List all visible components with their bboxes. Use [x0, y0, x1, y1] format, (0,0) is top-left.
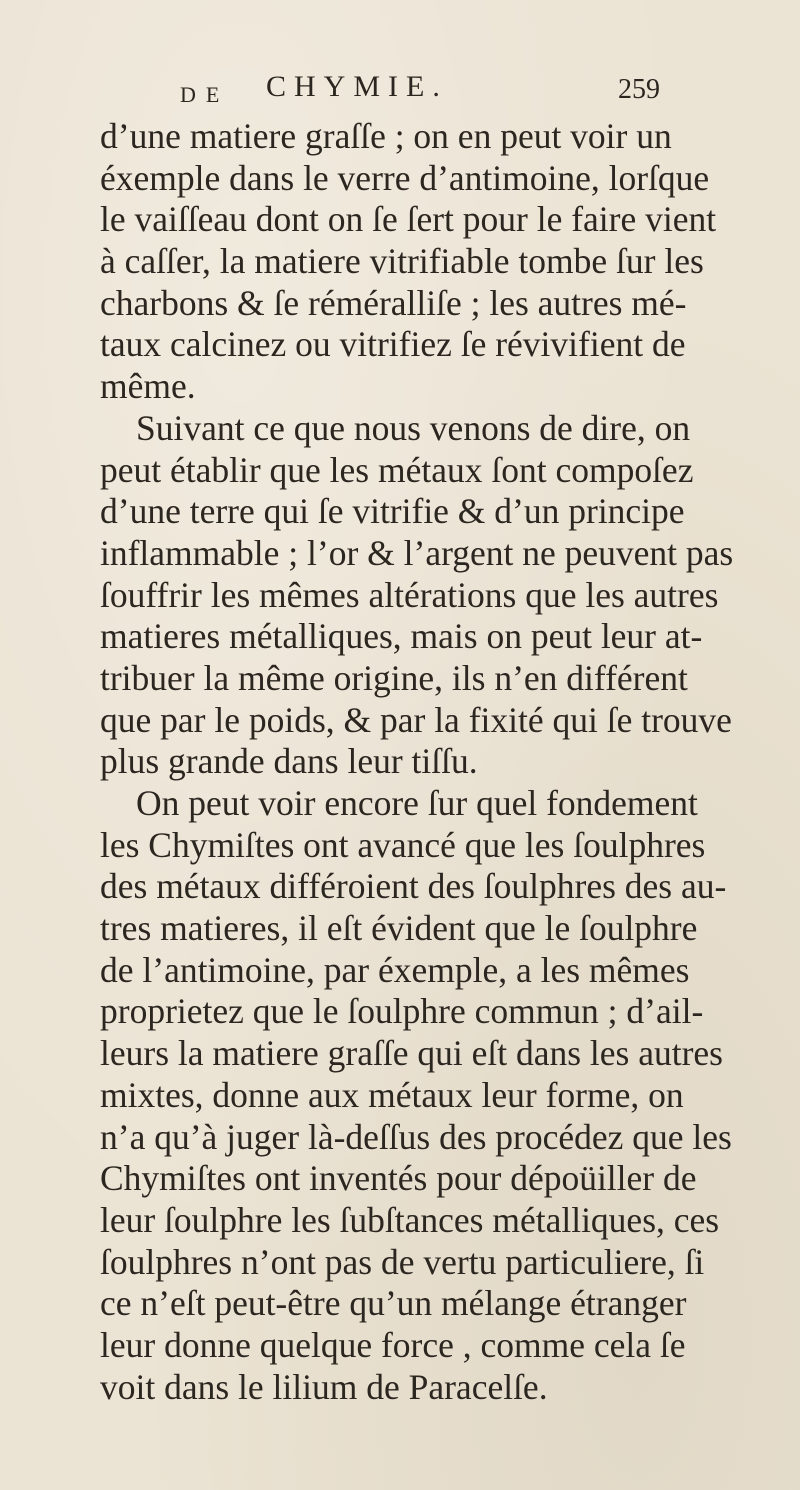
text-line: d’une terre qui ſe vitrifie & d’un principe — [100, 491, 685, 532]
text-line: Chymiſtes ont inventés pour dépoüiller de — [100, 1158, 697, 1199]
text-line: à caſſer, la matiere vitrifiable tombe ſur les — [100, 241, 704, 282]
text-line: leur donne quelque force , comme cela ſe — [100, 1324, 686, 1365]
paragraph-1 — [100, 116, 717, 408]
text-line: tres matieres, il eſt évident que le ſoulphre — [100, 908, 698, 949]
text-line: ce n’eſt peut-être qu’un mélange étranger — [100, 1283, 687, 1324]
text-line: les Chymiſtes ont avancé que les ſoulphres — [100, 824, 706, 865]
text-line: On peut voir encore ſur quel fondement — [136, 783, 698, 823]
text-line: d’une matiere graſſe ; on en peut voir un — [100, 116, 672, 156]
text-line: charbons & ſe réméralliſe ; les autres mé- — [100, 282, 687, 323]
text-line: de l’antimoine, par éxemple, a les mêmes — [100, 949, 690, 990]
text-line: proprietez que le ſoulphre commun ; d’ail- — [100, 991, 704, 1032]
text-line: même. — [100, 366, 196, 407]
text-line: leur ſoulphre les ſubſtances métalliques, ces — [100, 1199, 720, 1240]
running-header — [180, 70, 660, 120]
page-number: 259 — [618, 74, 660, 105]
paragraph-2 — [100, 407, 734, 783]
text-line: peut établir que les métaux ſont compoſez — [100, 449, 694, 490]
paragraph-3 — [100, 783, 732, 1408]
text-line: ſoulphres n’ont pas de vertu particuliere, ſi — [100, 1241, 705, 1282]
text-line: leurs la matiere graſſe qui eſt dans les autres — [100, 1033, 723, 1074]
text-line: mixtes, donne aux métaux leur forme, on — [100, 1074, 684, 1115]
header-title: CHYMIE. — [266, 70, 448, 103]
body-text — [100, 116, 734, 1408]
text-line: que par le poids, & par la fixité qui ſe trouve — [100, 699, 732, 740]
text-line: inflammable ; l’or & l’argent ne peuvent pas — [100, 532, 734, 573]
text-line: des métaux différoient des ſoulphres des au- — [100, 866, 727, 907]
text-line: matieres métalliques, mais on peut leur at- — [100, 616, 703, 657]
text-line: plus grande dans leur tiſſu. — [100, 741, 478, 782]
text-line: n’a qu’à juger là-deſſus des procédez que les — [100, 1116, 732, 1157]
text-line: tribuer la même origine, ils n’en différent — [100, 657, 688, 698]
text-line: voit dans le lilium de Paracelſe. — [100, 1366, 548, 1407]
header-prefix: DE — [180, 82, 230, 107]
text-line: ſouffrir les mêmes altérations que les autres — [100, 574, 719, 615]
text-line: taux calcinez ou vitrifiez ſe révivifient de — [100, 324, 686, 365]
text-line: le vaiſſeau dont on ſe ſert pour le faire vient — [100, 199, 717, 240]
text-line: éxemple dans le verre d’antimoine, lorſque — [100, 157, 710, 198]
text-line: Suivant ce que nous venons de dire, on — [136, 407, 691, 448]
